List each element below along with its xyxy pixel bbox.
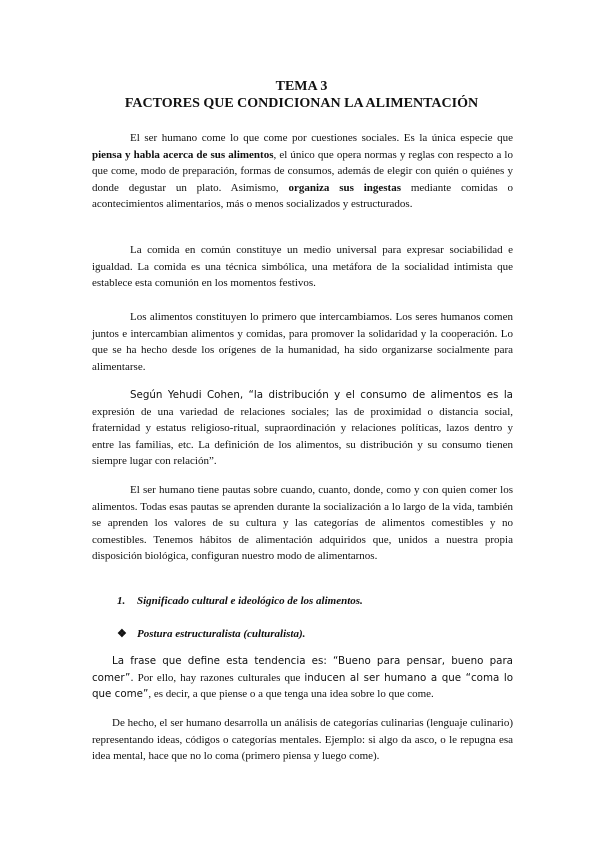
- text: mediante comidas o acontecimientos alimentarios, más o menos socializados y estructurados.: [92, 181, 513, 210]
- text: expresión de una variedad de relaciones sociales; las de proximidad o distancia social, fraternidad y estatus religioso-ritual, supraordinación y relaciones políticas, lazos dentro y entre las familias, etc. La definición de los alimentos, su distribución y su consumo tienen siempre lugar con relación”.: [92, 405, 513, 467]
- highlighted-text: La frase que define esta tendencia es: “Bueno para pensar, bueno para comer”.: [92, 655, 513, 684]
- paragraph-common-meal: La comida en común constituye un medio universal para expresar sociabilidad e igualdad. La comida es una técnica simbólica, una metáfora de la socialidad intimista que establece esta comunión en los momentos festivos.: [92, 244, 513, 289]
- paragraph-intro: [92, 130, 513, 213]
- text: , el único que opera normas y reglas con respecto a lo que come, modo de preparación, formas de consumos, además de elegir con quién o quiénes y donde degustar un plato. Asimismo,: [92, 148, 513, 194]
- section-title: Significado cultural e ideológico de los alimentos.: [137, 595, 363, 607]
- text: Por ello, hay razones culturales que: [133, 671, 305, 684]
- paragraph-cohen-quote: [92, 387, 513, 470]
- page-title: FACTORES QUE CONDICIONAN LA ALIMENTACIÓN: [124, 96, 479, 111]
- section-heading: [117, 593, 363, 610]
- paragraph-patterns: El ser humano tiene pautas sobre cuando, cuanto, donde, como y con quien comer los alimentos. Todas esas pautas se aprenden durante la socialización a lo largo de la vida, también se aprenden los valores de su cultura y las categorías de alimentos comestibles y no comestibles. Tenemos hábitos de alimentación adquiridos que, unidos a nuestra propia disposición biológica, configuran nuestro modo de alimentarnos.: [92, 484, 513, 562]
- text: El ser humano come lo que come por cuestiones sociales. Es la única especie que: [130, 132, 513, 144]
- subsection-heading: [117, 626, 305, 643]
- paragraph-good-to-think: [92, 653, 513, 703]
- text: , es decir, a que piense o a que tenga una idea sobre lo que come.: [148, 688, 434, 700]
- paragraph-culinary-categories: De hecho, el ser humano desarrolla un análisis de categorías culinarias (lenguaje culinario) representando ideas, códigos o categorías mentales. Ejemplo: si algo da asco, o le repugna esa idea mental, hace que no lo coma (primero piensa y luego come).: [92, 717, 513, 762]
- quote-intro: Según Yehudi Cohen, “la distribución y el consumo de alimentos es la: [130, 389, 513, 401]
- topic-number: TEMA 3: [275, 79, 328, 94]
- subsection-title: Postura estructuralista (culturalista).: [137, 628, 306, 640]
- bold-text: piensa y habla acerca de sus alimentos: [92, 148, 274, 161]
- section-number: 1.: [117, 595, 126, 607]
- paragraph-exchange: Los alimentos constituyen lo primero que intercambiamos. Los seres humanos comen juntos e intercambian alimentos y comidas, para promover la solidaridad y la cooperación. Lo que se ha hecho desde los orígenes de la humanidad, ha sido organizarse socialmente para alimentarse.: [92, 311, 513, 373]
- bold-text: organiza sus ingestas: [288, 181, 402, 194]
- diamond-bullet-icon: ❖: [117, 628, 127, 640]
- highlighted-text: inducen al ser humano a que “coma lo que come”: [92, 671, 513, 700]
